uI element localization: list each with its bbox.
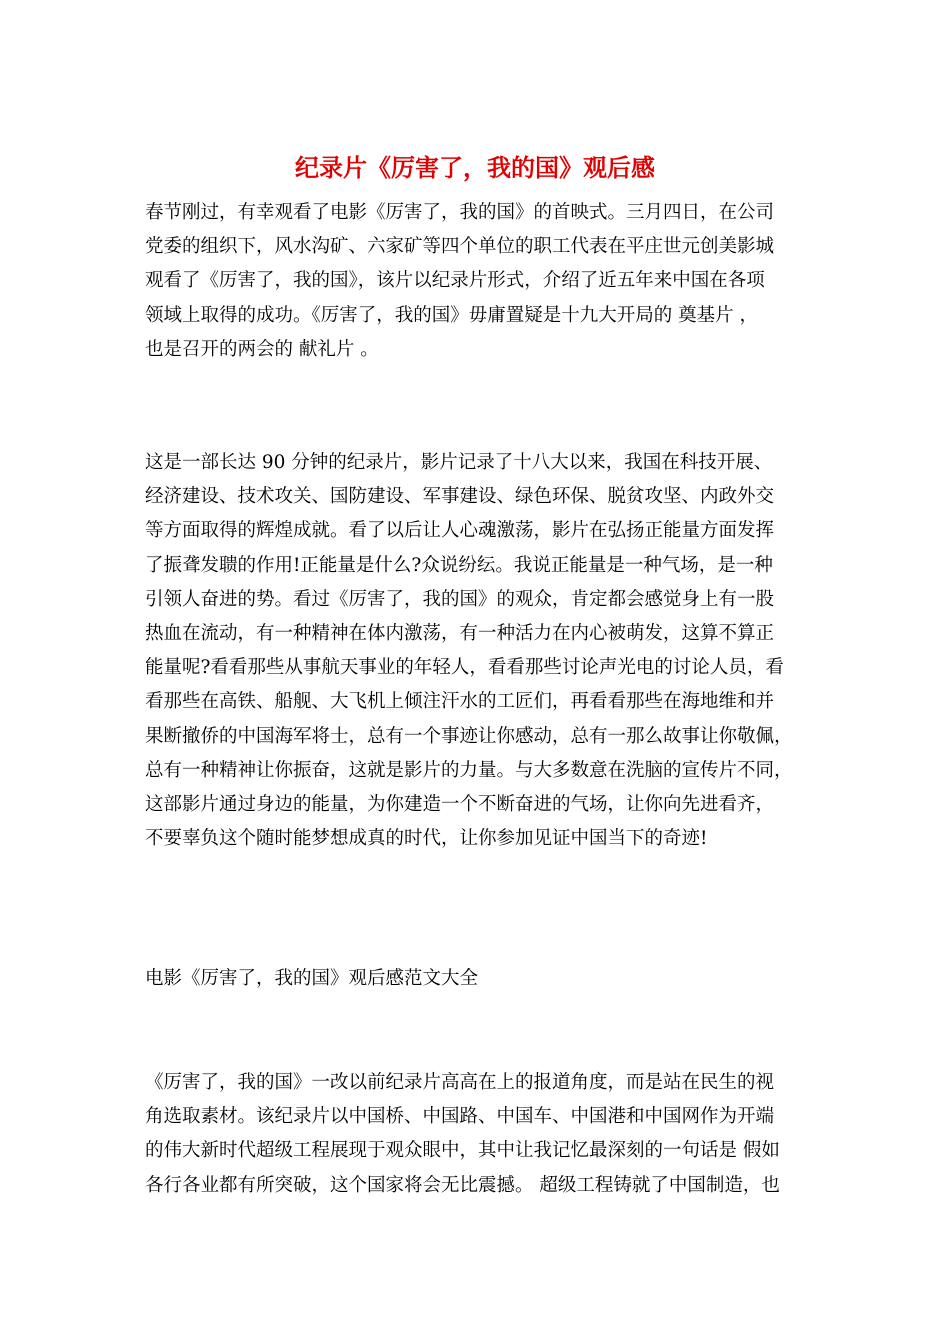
text-line: 这是一部长达 90 分钟的纪录片，影片记录了十八大以来，我国在科技开展、 bbox=[145, 452, 773, 473]
paragraph-body bbox=[145, 446, 810, 856]
text-line: 领域上取得的成功。《厉害了，我的国》毋庸置疑是十九大开局的 奠基片 ， bbox=[145, 304, 759, 326]
text-line: 党委的组织下，风水沟矿、六家矿等四个单位的职工代表在平庄世元创美影城 bbox=[145, 236, 775, 258]
text-line: 角选取素材。该纪录片以中国桥、中国路、中国车、中国港和中国网作为开端 bbox=[145, 1106, 775, 1128]
text-line: 的伟大新时代超级工程展现于观众眼中，其中让我记忆最深刻的一句话是 假如 bbox=[145, 1140, 780, 1162]
paragraph-continued bbox=[145, 1066, 810, 1203]
text-line: 了振聋发聩的作用!正能量是什么?众说纷纭。我说正能量是一种气场，是一种 bbox=[145, 554, 773, 576]
text-line: 总有一种精神让你振奋，这就是影片的力量。与大多数意在洗脑的宣传片不同， bbox=[145, 759, 793, 781]
text-line: 果断撤侨的中国海军将士，总有一个事迹让你感动，总有一那么故事让你敬佩， bbox=[145, 725, 793, 747]
text-line: 不要辜负这个随时能梦想成真的时代，让你参加见证中国当下的奇迹! bbox=[145, 828, 708, 850]
text-line: 引领人奋进的势。看过《厉害了，我的国》的观众，肯定都会感觉身上有一股 bbox=[145, 588, 775, 610]
text-line: 这部影片通过身边的能量，为你建造一个不断奋进的气场，让你向先进看齐， bbox=[145, 794, 775, 816]
text-line: 各行各业都有所突破，这个国家将会无比震撼。 超级工程铸就了中国制造，也 bbox=[145, 1174, 780, 1196]
text-line: 经济建设、技术攻关、国防建设、军事建设、绿色环保、脱贫攻坚、内政外交 bbox=[145, 486, 775, 508]
text-line: 热血在流动，有一种精神在体内激荡，有一种活力在内心被萌发，这算不算正 bbox=[145, 623, 775, 645]
text-line: 等方面取得的辉煌成就。看了以后让人心魂激荡，影片在弘扬正能量方面发挥 bbox=[145, 520, 775, 542]
document-title: 纪录片《厉害了，我的国》观后感 bbox=[295, 153, 655, 182]
paragraph-intro bbox=[145, 196, 810, 367]
text-line: 也是召开的两会的 献礼片 。 bbox=[145, 338, 379, 360]
section-subheading: 电影《厉害了，我的国》观后感范文大全 bbox=[145, 968, 479, 989]
text-line: 春节刚过，有幸观看了电影《厉害了，我的国》的首映式。三月四日，在公司 bbox=[145, 202, 775, 223]
text-line: 《厉害了，我的国》一改以前纪录片高高在上的报道角度，而是站在民生的视 bbox=[145, 1072, 775, 1093]
text-line: 观看了《厉害了，我的国》，该片以纪录片形式，介绍了近五年来中国在各项 bbox=[145, 270, 765, 292]
text-line: 看那些在高铁、船舰、大飞机上倾注汗水的工匠们，再看看那些在海地维和并 bbox=[145, 691, 775, 713]
text-line: 能量呢?看看那些从事航天事业的年轻人，看看那些讨论声光电的讨论人员，看 bbox=[145, 657, 784, 679]
